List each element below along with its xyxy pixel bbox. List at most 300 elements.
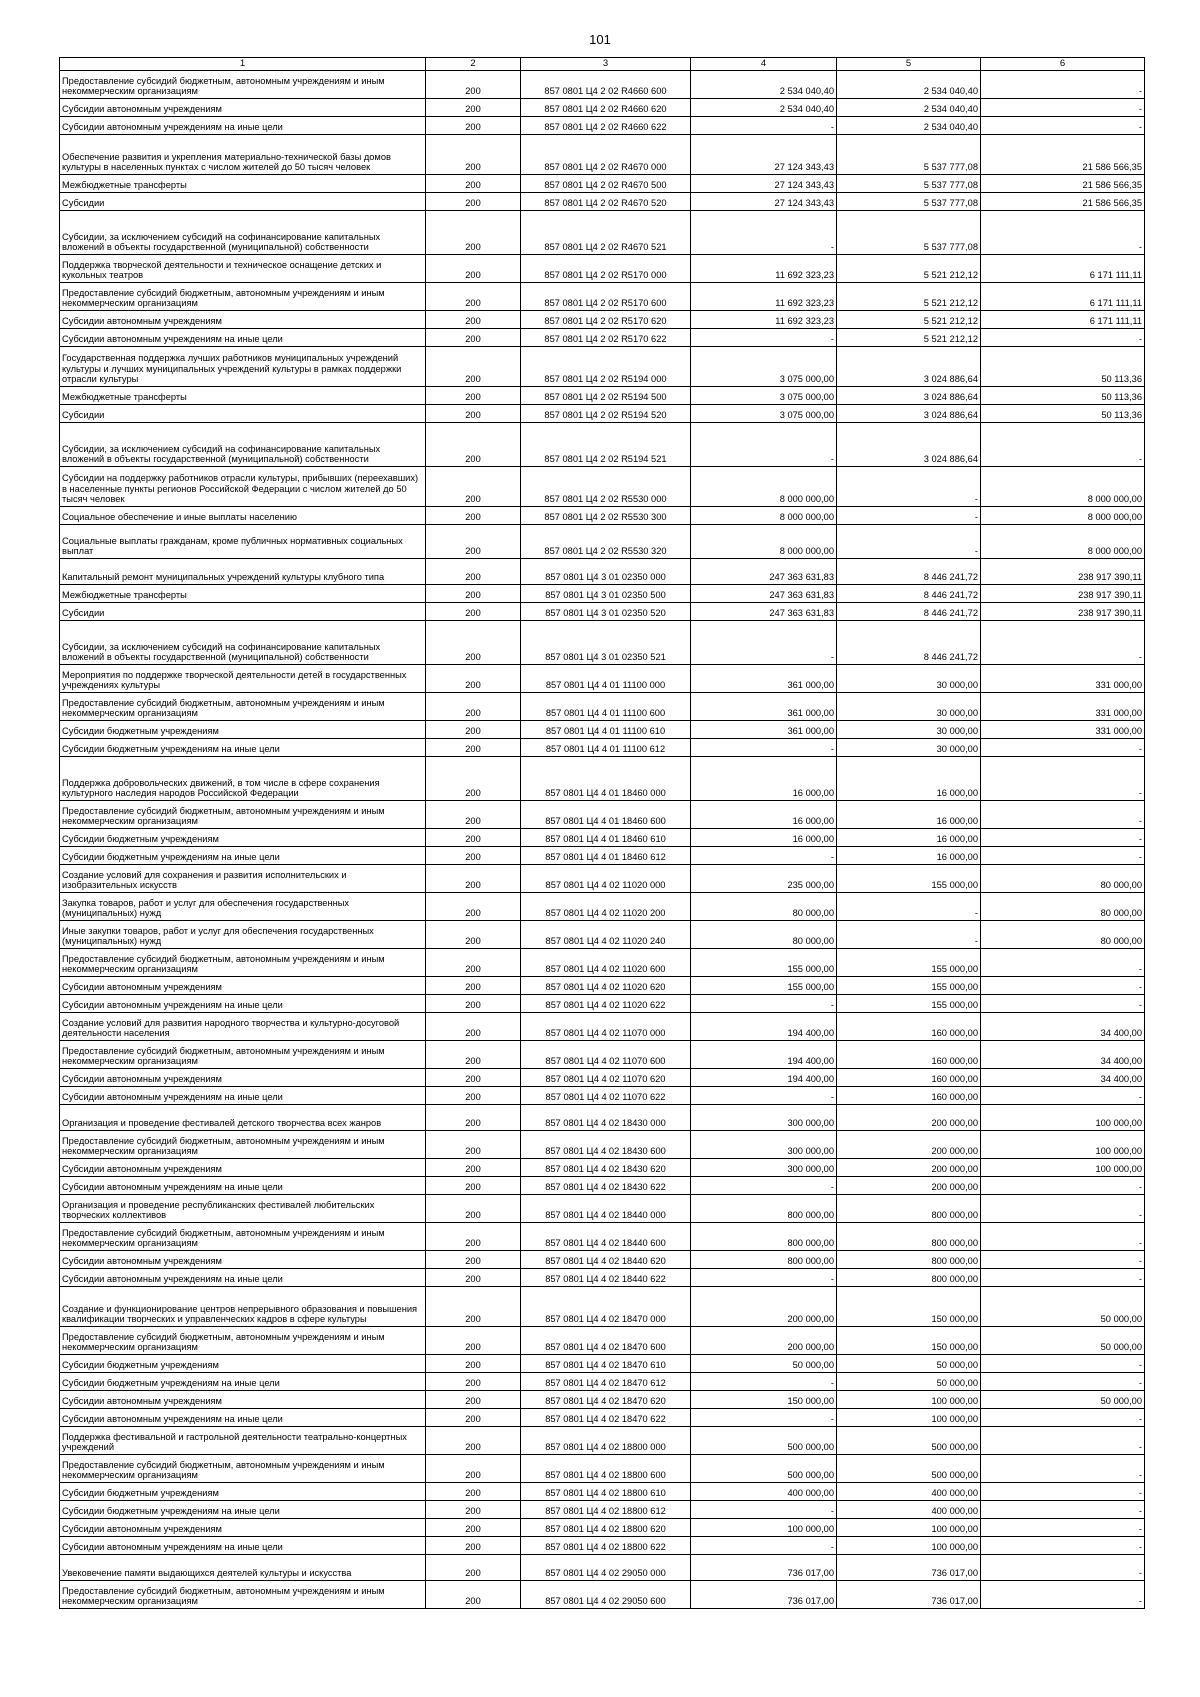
row-name-cell: Предоставление субсидий бюджетным, автономным учреждениям и иным некоммерческим организациям <box>60 71 426 99</box>
row-value-col5-cell: 100 000,00 <box>837 1537 981 1555</box>
row-value-col5-cell: 400 000,00 <box>837 1501 981 1519</box>
row-code-cell: 857 0801 Ц4 4 02 11070 620 <box>521 1069 691 1087</box>
table-row <box>60 693 1145 721</box>
budget-table <box>59 57 1145 1609</box>
row-code-cell: 857 0801 Ц4 4 02 18430 622 <box>521 1177 691 1195</box>
row-value-col6-cell: - <box>981 847 1145 865</box>
row-indicator-cell: 200 <box>426 921 521 949</box>
row-value-col4-cell: - <box>691 423 837 467</box>
table-row <box>60 1195 1145 1223</box>
table-row <box>60 621 1145 665</box>
row-indicator-cell: 200 <box>426 1355 521 1373</box>
table-row <box>60 1537 1145 1555</box>
row-name-cell: Предоставление субсидий бюджетным, автономным учреждениям и иным некоммерческим организациям <box>60 1327 426 1355</box>
row-value-col5-cell: 200 000,00 <box>837 1105 981 1131</box>
row-value-col4-cell: 800 000,00 <box>691 1251 837 1269</box>
row-name-cell: Мероприятия по поддержке творческой деятельности детей в государственных учреждениях культуры <box>60 665 426 693</box>
row-indicator-cell: 200 <box>426 1327 521 1355</box>
row-indicator-cell: 200 <box>426 801 521 829</box>
row-value-col5-cell: 800 000,00 <box>837 1251 981 1269</box>
row-value-col5-cell: 155 000,00 <box>837 977 981 995</box>
row-indicator-cell: 200 <box>426 1391 521 1409</box>
row-value-col5-cell: 5 537 777,08 <box>837 211 981 255</box>
row-value-col6-cell: 238 917 390,11 <box>981 559 1145 585</box>
row-value-col4-cell: 8 000 000,00 <box>691 525 837 559</box>
table-row <box>60 311 1145 329</box>
row-code-cell: 857 0801 Ц4 4 02 18470 600 <box>521 1327 691 1355</box>
row-indicator-cell: 200 <box>426 255 521 283</box>
row-code-cell: 857 0801 Ц4 2 02 R4660 622 <box>521 117 691 135</box>
row-value-col4-cell: 155 000,00 <box>691 949 837 977</box>
row-name-cell: Социальные выплаты гражданам, кроме публичных нормативных социальных выплат <box>60 525 426 559</box>
row-name-cell: Субсидии автономным учреждениям на иные цели <box>60 1177 426 1195</box>
row-name-cell: Создание условий для сохранения и развития исполнительских и изобразительных искусств <box>60 865 426 893</box>
row-value-col5-cell: 16 000,00 <box>837 757 981 801</box>
row-name-cell: Организация и проведение республиканских фестивалей любительских творческих коллективов <box>60 1195 426 1223</box>
row-value-col6-cell: - <box>981 621 1145 665</box>
row-value-col5-cell: 5 521 212,12 <box>837 311 981 329</box>
row-value-col6-cell: - <box>981 1409 1145 1427</box>
row-value-col5-cell: 500 000,00 <box>837 1427 981 1455</box>
row-value-col4-cell: 800 000,00 <box>691 1223 837 1251</box>
row-name-cell: Предоставление субсидий бюджетным, автономным учреждениям и иным некоммерческим организациям <box>60 693 426 721</box>
row-value-col5-cell: 155 000,00 <box>837 949 981 977</box>
row-value-col4-cell: 27 124 343,43 <box>691 135 837 175</box>
row-value-col4-cell: 11 692 323,23 <box>691 311 837 329</box>
row-value-col4-cell: - <box>691 117 837 135</box>
row-value-col5-cell: 16 000,00 <box>837 801 981 829</box>
page-number: 101 <box>589 32 611 47</box>
row-code-cell: 857 0801 Ц4 4 02 18470 610 <box>521 1355 691 1373</box>
row-name-cell: Субсидии автономным учреждениям <box>60 1251 426 1269</box>
row-value-col5-cell: 5 537 777,08 <box>837 193 981 211</box>
row-value-col4-cell: 800 000,00 <box>691 1195 837 1223</box>
table-row <box>60 665 1145 693</box>
row-value-col5-cell: - <box>837 921 981 949</box>
row-code-cell: 857 0801 Ц4 2 02 R4670 520 <box>521 193 691 211</box>
row-value-col6-cell: 100 000,00 <box>981 1105 1145 1131</box>
row-value-col5-cell: 160 000,00 <box>837 1041 981 1069</box>
row-indicator-cell: 200 <box>426 949 521 977</box>
row-value-col6-cell: - <box>981 423 1145 467</box>
table-row <box>60 211 1145 255</box>
row-code-cell: 857 0801 Ц4 2 02 R4660 600 <box>521 71 691 99</box>
table-row <box>60 387 1145 405</box>
row-name-cell: Субсидии автономным учреждениям <box>60 311 426 329</box>
row-indicator-cell: 200 <box>426 211 521 255</box>
row-name-cell: Субсидии бюджетным учреждениям <box>60 1483 426 1501</box>
row-name-cell: Субсидии бюджетным учреждениям на иные цели <box>60 847 426 865</box>
row-name-cell: Субсидии автономным учреждениям <box>60 977 426 995</box>
row-value-col5-cell: - <box>837 893 981 921</box>
row-value-col4-cell: 200 000,00 <box>691 1287 837 1327</box>
table-row <box>60 1327 1145 1355</box>
row-value-col5-cell: 3 024 886,64 <box>837 347 981 387</box>
row-value-col6-cell: 80 000,00 <box>981 921 1145 949</box>
row-indicator-cell: 200 <box>426 757 521 801</box>
table-row <box>60 893 1145 921</box>
row-value-col4-cell: 300 000,00 <box>691 1159 837 1177</box>
row-name-cell: Организация и проведение фестивалей детского творчества всех жанров <box>60 1105 426 1131</box>
row-name-cell: Субсидии <box>60 603 426 621</box>
row-name-cell: Субсидии, за исключением субсидий на софинансирование капитальных вложений в объекты государственной (муниципальной) собственности <box>60 211 426 255</box>
row-name-cell: Увековечение памяти выдающихся деятелей культуры и искусства <box>60 1555 426 1581</box>
table-row <box>60 1373 1145 1391</box>
row-value-col4-cell: 8 000 000,00 <box>691 467 837 507</box>
row-value-col6-cell: 100 000,00 <box>981 1131 1145 1159</box>
row-name-cell: Капитальный ремонт муниципальных учреждений культуры клубного типа <box>60 559 426 585</box>
row-value-col6-cell: - <box>981 99 1145 117</box>
table-row <box>60 585 1145 603</box>
row-code-cell: 857 0801 Ц4 2 02 R5194 000 <box>521 347 691 387</box>
row-value-col6-cell: - <box>981 1251 1145 1269</box>
row-name-cell: Субсидии бюджетным учреждениям <box>60 721 426 739</box>
row-value-col6-cell: - <box>981 1581 1145 1609</box>
row-name-cell: Субсидии бюджетным учреждениям на иные цели <box>60 1373 426 1391</box>
table-row <box>60 829 1145 847</box>
row-indicator-cell: 200 <box>426 525 521 559</box>
row-value-col5-cell: 8 446 241,72 <box>837 559 981 585</box>
row-code-cell: 857 0801 Ц4 4 02 18800 610 <box>521 1483 691 1501</box>
row-name-cell: Создание и функционирование центров непрерывного образования и повышения квалификации творческих и управленческих кадров в сфере культуры <box>60 1287 426 1327</box>
row-code-cell: 857 0801 Ц4 2 02 R4670 521 <box>521 211 691 255</box>
row-code-cell: 857 0801 Ц4 2 02 R5194 521 <box>521 423 691 467</box>
row-code-cell: 857 0801 Ц4 2 02 R4660 620 <box>521 99 691 117</box>
row-value-col5-cell: 500 000,00 <box>837 1455 981 1483</box>
row-value-col5-cell: 5 537 777,08 <box>837 135 981 175</box>
row-name-cell: Межбюджетные трансферты <box>60 175 426 193</box>
table-row <box>60 1455 1145 1483</box>
row-value-col5-cell: 100 000,00 <box>837 1519 981 1537</box>
row-code-cell: 857 0801 Ц4 4 02 18470 620 <box>521 1391 691 1409</box>
row-value-col5-cell: 30 000,00 <box>837 665 981 693</box>
row-code-cell: 857 0801 Ц4 4 01 18460 600 <box>521 801 691 829</box>
table-row <box>60 1287 1145 1327</box>
row-value-col4-cell: 11 692 323,23 <box>691 255 837 283</box>
row-indicator-cell: 200 <box>426 1537 521 1555</box>
row-value-col4-cell: 3 075 000,00 <box>691 347 837 387</box>
row-value-col6-cell: - <box>981 1501 1145 1519</box>
row-indicator-cell: 200 <box>426 1555 521 1581</box>
row-code-cell: 857 0801 Ц4 2 02 R4670 000 <box>521 135 691 175</box>
row-name-cell: Субсидии автономным учреждениям на иные цели <box>60 995 426 1013</box>
row-indicator-cell: 200 <box>426 893 521 921</box>
row-code-cell: 857 0801 Ц4 4 02 11020 600 <box>521 949 691 977</box>
row-name-cell: Предоставление субсидий бюджетным, автономным учреждениям и иным некоммерческим организациям <box>60 801 426 829</box>
row-value-col6-cell: 21 586 566,35 <box>981 175 1145 193</box>
table-row <box>60 1409 1145 1427</box>
row-value-col6-cell: 50 113,36 <box>981 347 1145 387</box>
row-code-cell: 857 0801 Ц4 3 01 02350 000 <box>521 559 691 585</box>
row-value-col4-cell: - <box>691 1501 837 1519</box>
row-value-col4-cell: 80 000,00 <box>691 921 837 949</box>
row-indicator-cell: 200 <box>426 1519 521 1537</box>
row-name-cell: Обеспечение развития и укрепления материально-технической базы домов культуры в населенных пунктах с числом жителей до 50 тысяч человек <box>60 135 426 175</box>
row-value-col6-cell: 50 000,00 <box>981 1391 1145 1409</box>
row-indicator-cell: 200 <box>426 1373 521 1391</box>
row-name-cell: Поддержка творческой деятельности и техническое оснащение детских и кукольных театров <box>60 255 426 283</box>
row-value-col4-cell: 736 017,00 <box>691 1555 837 1581</box>
table-row <box>60 603 1145 621</box>
table-row <box>60 921 1145 949</box>
row-name-cell: Межбюджетные трансферты <box>60 585 426 603</box>
row-code-cell: 857 0801 Ц4 4 02 18800 000 <box>521 1427 691 1455</box>
row-value-col5-cell: 400 000,00 <box>837 1483 981 1501</box>
table-row <box>60 467 1145 507</box>
table-row <box>60 283 1145 311</box>
row-indicator-cell: 200 <box>426 1105 521 1131</box>
row-value-col5-cell: 16 000,00 <box>837 829 981 847</box>
row-code-cell: 857 0801 Ц4 4 02 29050 600 <box>521 1581 691 1609</box>
row-value-col4-cell: 247 363 631,83 <box>691 559 837 585</box>
row-indicator-cell: 200 <box>426 423 521 467</box>
row-value-col5-cell: - <box>837 525 981 559</box>
row-value-col6-cell: 238 917 390,11 <box>981 585 1145 603</box>
row-value-col4-cell: 3 075 000,00 <box>691 387 837 405</box>
table-row <box>60 1501 1145 1519</box>
row-code-cell: 857 0801 Ц4 4 02 18800 600 <box>521 1455 691 1483</box>
row-value-col4-cell: 2 534 040,40 <box>691 71 837 99</box>
row-code-cell: 857 0801 Ц4 4 02 18430 000 <box>521 1105 691 1131</box>
row-indicator-cell: 200 <box>426 721 521 739</box>
row-name-cell: Субсидии автономным учреждениям <box>60 1391 426 1409</box>
row-value-col6-cell: 6 171 111,11 <box>981 311 1145 329</box>
row-value-col6-cell: - <box>981 757 1145 801</box>
row-indicator-cell: 200 <box>426 1177 521 1195</box>
row-indicator-cell: 200 <box>426 585 521 603</box>
table-row <box>60 1069 1145 1087</box>
row-indicator-cell: 200 <box>426 1483 521 1501</box>
row-indicator-cell: 200 <box>426 405 521 423</box>
row-value-col6-cell: 50 113,36 <box>981 405 1145 423</box>
row-indicator-cell: 200 <box>426 847 521 865</box>
row-value-col6-cell: - <box>981 949 1145 977</box>
row-value-col5-cell: 16 000,00 <box>837 847 981 865</box>
row-value-col4-cell: 500 000,00 <box>691 1455 837 1483</box>
row-value-col5-cell: 50 000,00 <box>837 1373 981 1391</box>
row-indicator-cell: 200 <box>426 1287 521 1327</box>
row-value-col4-cell: 200 000,00 <box>691 1327 837 1355</box>
table-row <box>60 507 1145 525</box>
row-code-cell: 857 0801 Ц4 4 01 11100 612 <box>521 739 691 757</box>
row-value-col4-cell: 247 363 631,83 <box>691 585 837 603</box>
row-name-cell: Предоставление субсидий бюджетным, автономным учреждениям и иным некоммерческим организациям <box>60 1455 426 1483</box>
table-row <box>60 865 1145 893</box>
row-value-col5-cell: 160 000,00 <box>837 1069 981 1087</box>
row-value-col4-cell: 194 400,00 <box>691 1069 837 1087</box>
row-value-col4-cell: - <box>691 621 837 665</box>
row-value-col5-cell: 2 534 040,40 <box>837 71 981 99</box>
row-name-cell: Субсидии автономным учреждениям <box>60 1069 426 1087</box>
row-code-cell: 857 0801 Ц4 4 01 11100 600 <box>521 693 691 721</box>
row-code-cell: 857 0801 Ц4 2 02 R5530 300 <box>521 507 691 525</box>
row-value-col6-cell: - <box>981 1373 1145 1391</box>
row-value-col5-cell: 150 000,00 <box>837 1287 981 1327</box>
column-header: 4 <box>691 58 837 71</box>
row-value-col6-cell: - <box>981 995 1145 1013</box>
row-indicator-cell: 200 <box>426 1087 521 1105</box>
row-code-cell: 857 0801 Ц4 4 02 29050 000 <box>521 1555 691 1581</box>
column-header: 1 <box>60 58 426 71</box>
row-code-cell: 857 0801 Ц4 4 02 11020 620 <box>521 977 691 995</box>
row-value-col5-cell: 200 000,00 <box>837 1159 981 1177</box>
row-value-col6-cell: 34 400,00 <box>981 1069 1145 1087</box>
row-code-cell: 857 0801 Ц4 4 01 11100 610 <box>521 721 691 739</box>
row-value-col6-cell: - <box>981 329 1145 347</box>
row-value-col6-cell: 6 171 111,11 <box>981 255 1145 283</box>
table-row <box>60 1087 1145 1105</box>
row-name-cell: Предоставление субсидий бюджетным, автономным учреждениям и иным некоммерческим организациям <box>60 283 426 311</box>
row-indicator-cell: 200 <box>426 1195 521 1223</box>
row-value-col5-cell: 200 000,00 <box>837 1177 981 1195</box>
row-value-col6-cell: - <box>981 1537 1145 1555</box>
row-value-col4-cell: - <box>691 1409 837 1427</box>
row-value-col6-cell: 80 000,00 <box>981 865 1145 893</box>
row-value-col6-cell: 6 171 111,11 <box>981 283 1145 311</box>
row-value-col6-cell: - <box>981 1223 1145 1251</box>
row-name-cell: Субсидии автономным учреждениям на иные цели <box>60 1087 426 1105</box>
row-value-col5-cell: 160 000,00 <box>837 1013 981 1041</box>
row-value-col4-cell: 27 124 343,43 <box>691 175 837 193</box>
row-name-cell: Субсидии автономным учреждениям на иные цели <box>60 117 426 135</box>
table-row <box>60 1105 1145 1131</box>
table-row <box>60 71 1145 99</box>
row-name-cell: Субсидии <box>60 193 426 211</box>
row-value-col5-cell: 8 446 241,72 <box>837 585 981 603</box>
row-value-col6-cell: 50 000,00 <box>981 1287 1145 1327</box>
row-indicator-cell: 200 <box>426 1159 521 1177</box>
row-value-col4-cell: - <box>691 1269 837 1287</box>
table-row <box>60 423 1145 467</box>
row-value-col6-cell: - <box>981 1483 1145 1501</box>
row-code-cell: 857 0801 Ц4 4 02 11070 000 <box>521 1013 691 1041</box>
row-name-cell: Субсидии бюджетным учреждениям <box>60 829 426 847</box>
table-row <box>60 525 1145 559</box>
table-row <box>60 135 1145 175</box>
row-value-col4-cell: 27 124 343,43 <box>691 193 837 211</box>
table-header-row <box>60 58 1145 71</box>
row-value-col5-cell: 800 000,00 <box>837 1269 981 1287</box>
row-name-cell: Иные закупки товаров, работ и услуг для обеспечения государственных (муниципальных) нужд <box>60 921 426 949</box>
row-name-cell: Субсидии автономным учреждениям на иные цели <box>60 329 426 347</box>
row-value-col5-cell: 50 000,00 <box>837 1355 981 1373</box>
row-name-cell: Предоставление субсидий бюджетным, автономным учреждениям и иным некоммерческим организациям <box>60 1223 426 1251</box>
row-value-col4-cell: - <box>691 995 837 1013</box>
row-name-cell: Поддержка фестивальной и гастрольной деятельности театрально-концертных учреждений <box>60 1427 426 1455</box>
row-indicator-cell: 200 <box>426 311 521 329</box>
row-indicator-cell: 200 <box>426 665 521 693</box>
row-value-col4-cell: - <box>691 1087 837 1105</box>
row-value-col4-cell: 2 534 040,40 <box>691 99 837 117</box>
row-name-cell: Предоставление субсидий бюджетным, автономным учреждениям и иным некоммерческим организациям <box>60 1131 426 1159</box>
row-indicator-cell: 200 <box>426 1269 521 1287</box>
row-indicator-cell: 200 <box>426 283 521 311</box>
table-row <box>60 1483 1145 1501</box>
table-row <box>60 1581 1145 1609</box>
row-code-cell: 857 0801 Ц4 4 02 18440 620 <box>521 1251 691 1269</box>
row-value-col4-cell: 300 000,00 <box>691 1105 837 1131</box>
row-code-cell: 857 0801 Ц4 3 01 02350 520 <box>521 603 691 621</box>
row-code-cell: 857 0801 Ц4 4 02 11020 622 <box>521 995 691 1013</box>
row-value-col6-cell: 331 000,00 <box>981 665 1145 693</box>
row-indicator-cell: 200 <box>426 977 521 995</box>
row-indicator-cell: 200 <box>426 175 521 193</box>
row-value-col5-cell: 150 000,00 <box>837 1327 981 1355</box>
row-value-col6-cell: 331 000,00 <box>981 721 1145 739</box>
row-indicator-cell: 200 <box>426 193 521 211</box>
row-value-col4-cell: 80 000,00 <box>691 893 837 921</box>
row-code-cell: 857 0801 Ц4 4 01 11100 000 <box>521 665 691 693</box>
row-value-col4-cell: - <box>691 1373 837 1391</box>
table-row <box>60 1013 1145 1041</box>
row-value-col6-cell: - <box>981 1269 1145 1287</box>
table-row <box>60 995 1145 1013</box>
row-indicator-cell: 200 <box>426 1069 521 1087</box>
row-code-cell: 857 0801 Ц4 4 02 18440 000 <box>521 1195 691 1223</box>
row-value-col6-cell: 100 000,00 <box>981 1159 1145 1177</box>
row-indicator-cell: 200 <box>426 693 521 721</box>
row-indicator-cell: 200 <box>426 603 521 621</box>
table-row <box>60 1555 1145 1581</box>
row-name-cell: Субсидии бюджетным учреждениям на иные цели <box>60 739 426 757</box>
row-value-col5-cell: 3 024 886,64 <box>837 405 981 423</box>
row-value-col6-cell: 50 000,00 <box>981 1327 1145 1355</box>
table-row <box>60 1251 1145 1269</box>
row-value-col5-cell: 30 000,00 <box>837 693 981 721</box>
column-header: 6 <box>981 58 1145 71</box>
row-indicator-cell: 200 <box>426 347 521 387</box>
table-row <box>60 99 1145 117</box>
row-value-col6-cell: 21 586 566,35 <box>981 135 1145 175</box>
row-value-col4-cell: 150 000,00 <box>691 1391 837 1409</box>
row-value-col5-cell: 8 446 241,72 <box>837 603 981 621</box>
row-indicator-cell: 200 <box>426 329 521 347</box>
table-row <box>60 405 1145 423</box>
row-code-cell: 857 0801 Ц4 4 02 18800 620 <box>521 1519 691 1537</box>
row-value-col4-cell: 247 363 631,83 <box>691 603 837 621</box>
table-row <box>60 977 1145 995</box>
row-value-col6-cell: 80 000,00 <box>981 893 1145 921</box>
row-code-cell: 857 0801 Ц4 4 02 11070 600 <box>521 1041 691 1069</box>
row-value-col5-cell: 800 000,00 <box>837 1223 981 1251</box>
row-name-cell: Субсидии, за исключением субсидий на софинансирование капитальных вложений в объекты государственной (муниципальной) собственности <box>60 423 426 467</box>
row-indicator-cell: 200 <box>426 507 521 525</box>
row-value-col4-cell: 155 000,00 <box>691 977 837 995</box>
row-code-cell: 857 0801 Ц4 4 02 11020 200 <box>521 893 691 921</box>
table-row <box>60 739 1145 757</box>
row-indicator-cell: 200 <box>426 621 521 665</box>
row-value-col6-cell: - <box>981 1455 1145 1483</box>
row-code-cell: 857 0801 Ц4 4 02 18470 622 <box>521 1409 691 1427</box>
row-indicator-cell: 200 <box>426 1251 521 1269</box>
row-indicator-cell: 200 <box>426 995 521 1013</box>
table-row <box>60 1159 1145 1177</box>
row-value-col4-cell: 50 000,00 <box>691 1355 837 1373</box>
row-name-cell: Субсидии автономным учреждениям <box>60 99 426 117</box>
row-value-col4-cell: 194 400,00 <box>691 1013 837 1041</box>
row-value-col5-cell: 30 000,00 <box>837 721 981 739</box>
row-name-cell: Субсидии бюджетным учреждениям на иные цели <box>60 1501 426 1519</box>
row-value-col6-cell: 331 000,00 <box>981 693 1145 721</box>
table-row <box>60 1269 1145 1287</box>
row-value-col4-cell: 16 000,00 <box>691 757 837 801</box>
table-row <box>60 1355 1145 1373</box>
column-header: 5 <box>837 58 981 71</box>
row-value-col6-cell: 8 000 000,00 <box>981 507 1145 525</box>
row-value-col6-cell: 8 000 000,00 <box>981 525 1145 559</box>
column-header: 3 <box>521 58 691 71</box>
row-indicator-cell: 200 <box>426 467 521 507</box>
